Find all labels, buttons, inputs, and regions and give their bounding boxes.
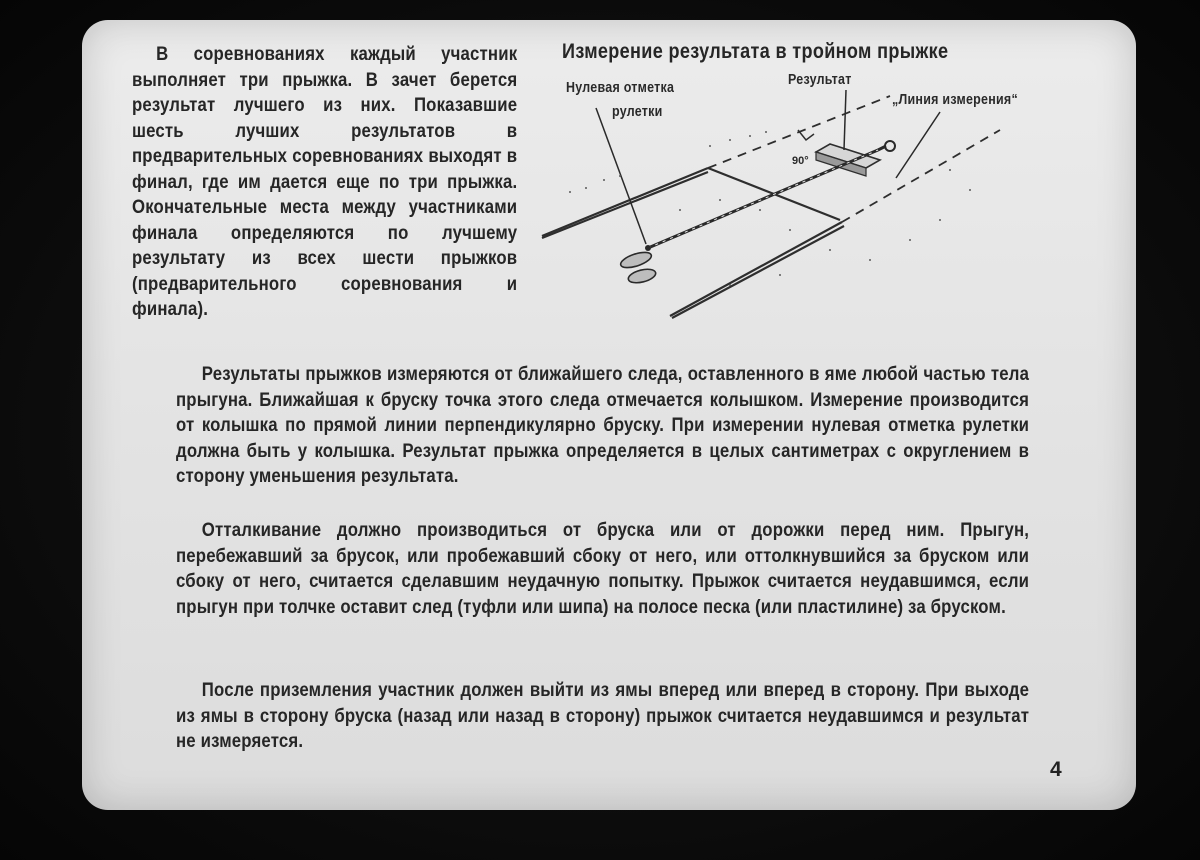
pointer-measure-line <box>896 112 940 178</box>
footprint-marks <box>619 249 657 285</box>
runway-edge-bottom <box>670 222 842 316</box>
runway-edge-top <box>542 168 708 236</box>
tape-reel-icon <box>885 141 895 151</box>
paragraph-takeoff-text: Отталкивание должно производиться от бруска или от дорожки перед ним. Прыгун, перебежавший за брусок, или пробежавший сбоку от него, или оттолкнувшийся за бруском или сбоку от него, считается сделавшим неудачную попытку. Прыжок считается неудавшимся, если прыгун при толчке оставит след (туфли или шипа) на полосе песка (или пластилине) за бруском. <box>176 519 1030 618</box>
pointer-result <box>844 90 846 150</box>
paragraph-measurement <box>176 362 1029 490</box>
angle-label: 90° <box>792 155 809 167</box>
figure-title: Измерение результата в тройном прыжке <box>562 40 949 63</box>
label-measure-line: „Линия измерения“ <box>892 92 1018 108</box>
intro-text-block <box>132 42 517 323</box>
peg-marker <box>645 245 651 251</box>
page-number: 4 <box>1050 758 1062 781</box>
label-zero-mark: Нулевая отметка <box>566 80 675 96</box>
label-result: Результат <box>788 72 852 88</box>
label-zero-mark-tape: рулетки <box>612 104 663 120</box>
paragraph-takeoff <box>176 518 1029 620</box>
paragraph-measurement-text: Результаты прыжков измеряются от ближайшего следа, оставленного в яме любой частью тела прыгуна. Ближайшая к бруску точка этого следа отмечается колышком. Измерение производится от колышка по прямой линии перпендикулярно бруску. При измерении нулевая отметка рулетки должна быть у колышка. Результат прыжка определяется в целых сантиметрах с округлением в сторону уменьшения результата. <box>176 363 1030 487</box>
paragraph-landing-text: После приземления участник должен выйти из ямы вперед или вперед в сторону. При выходе из ямы в сторону бруска (назад или назад в сторону) прыжок считается неудавшимся и результат не измеряется. <box>176 679 1030 752</box>
paragraph-landing <box>176 678 1029 755</box>
intro-paragraph: В соревнованиях каждый участник выполняет три прыжка. В зачет берется результат лучшего из них. Показавшие шесть лучших результатов в предварительных соревнованиях выходят в финал, где им дается еще по три прыжка. Окончательные места между участниками финала определяются по лучшему результату из всех шести прыжков (предварительного соревнования и финала). <box>132 43 518 320</box>
triple-jump-measurement-diagram <box>530 60 1060 330</box>
